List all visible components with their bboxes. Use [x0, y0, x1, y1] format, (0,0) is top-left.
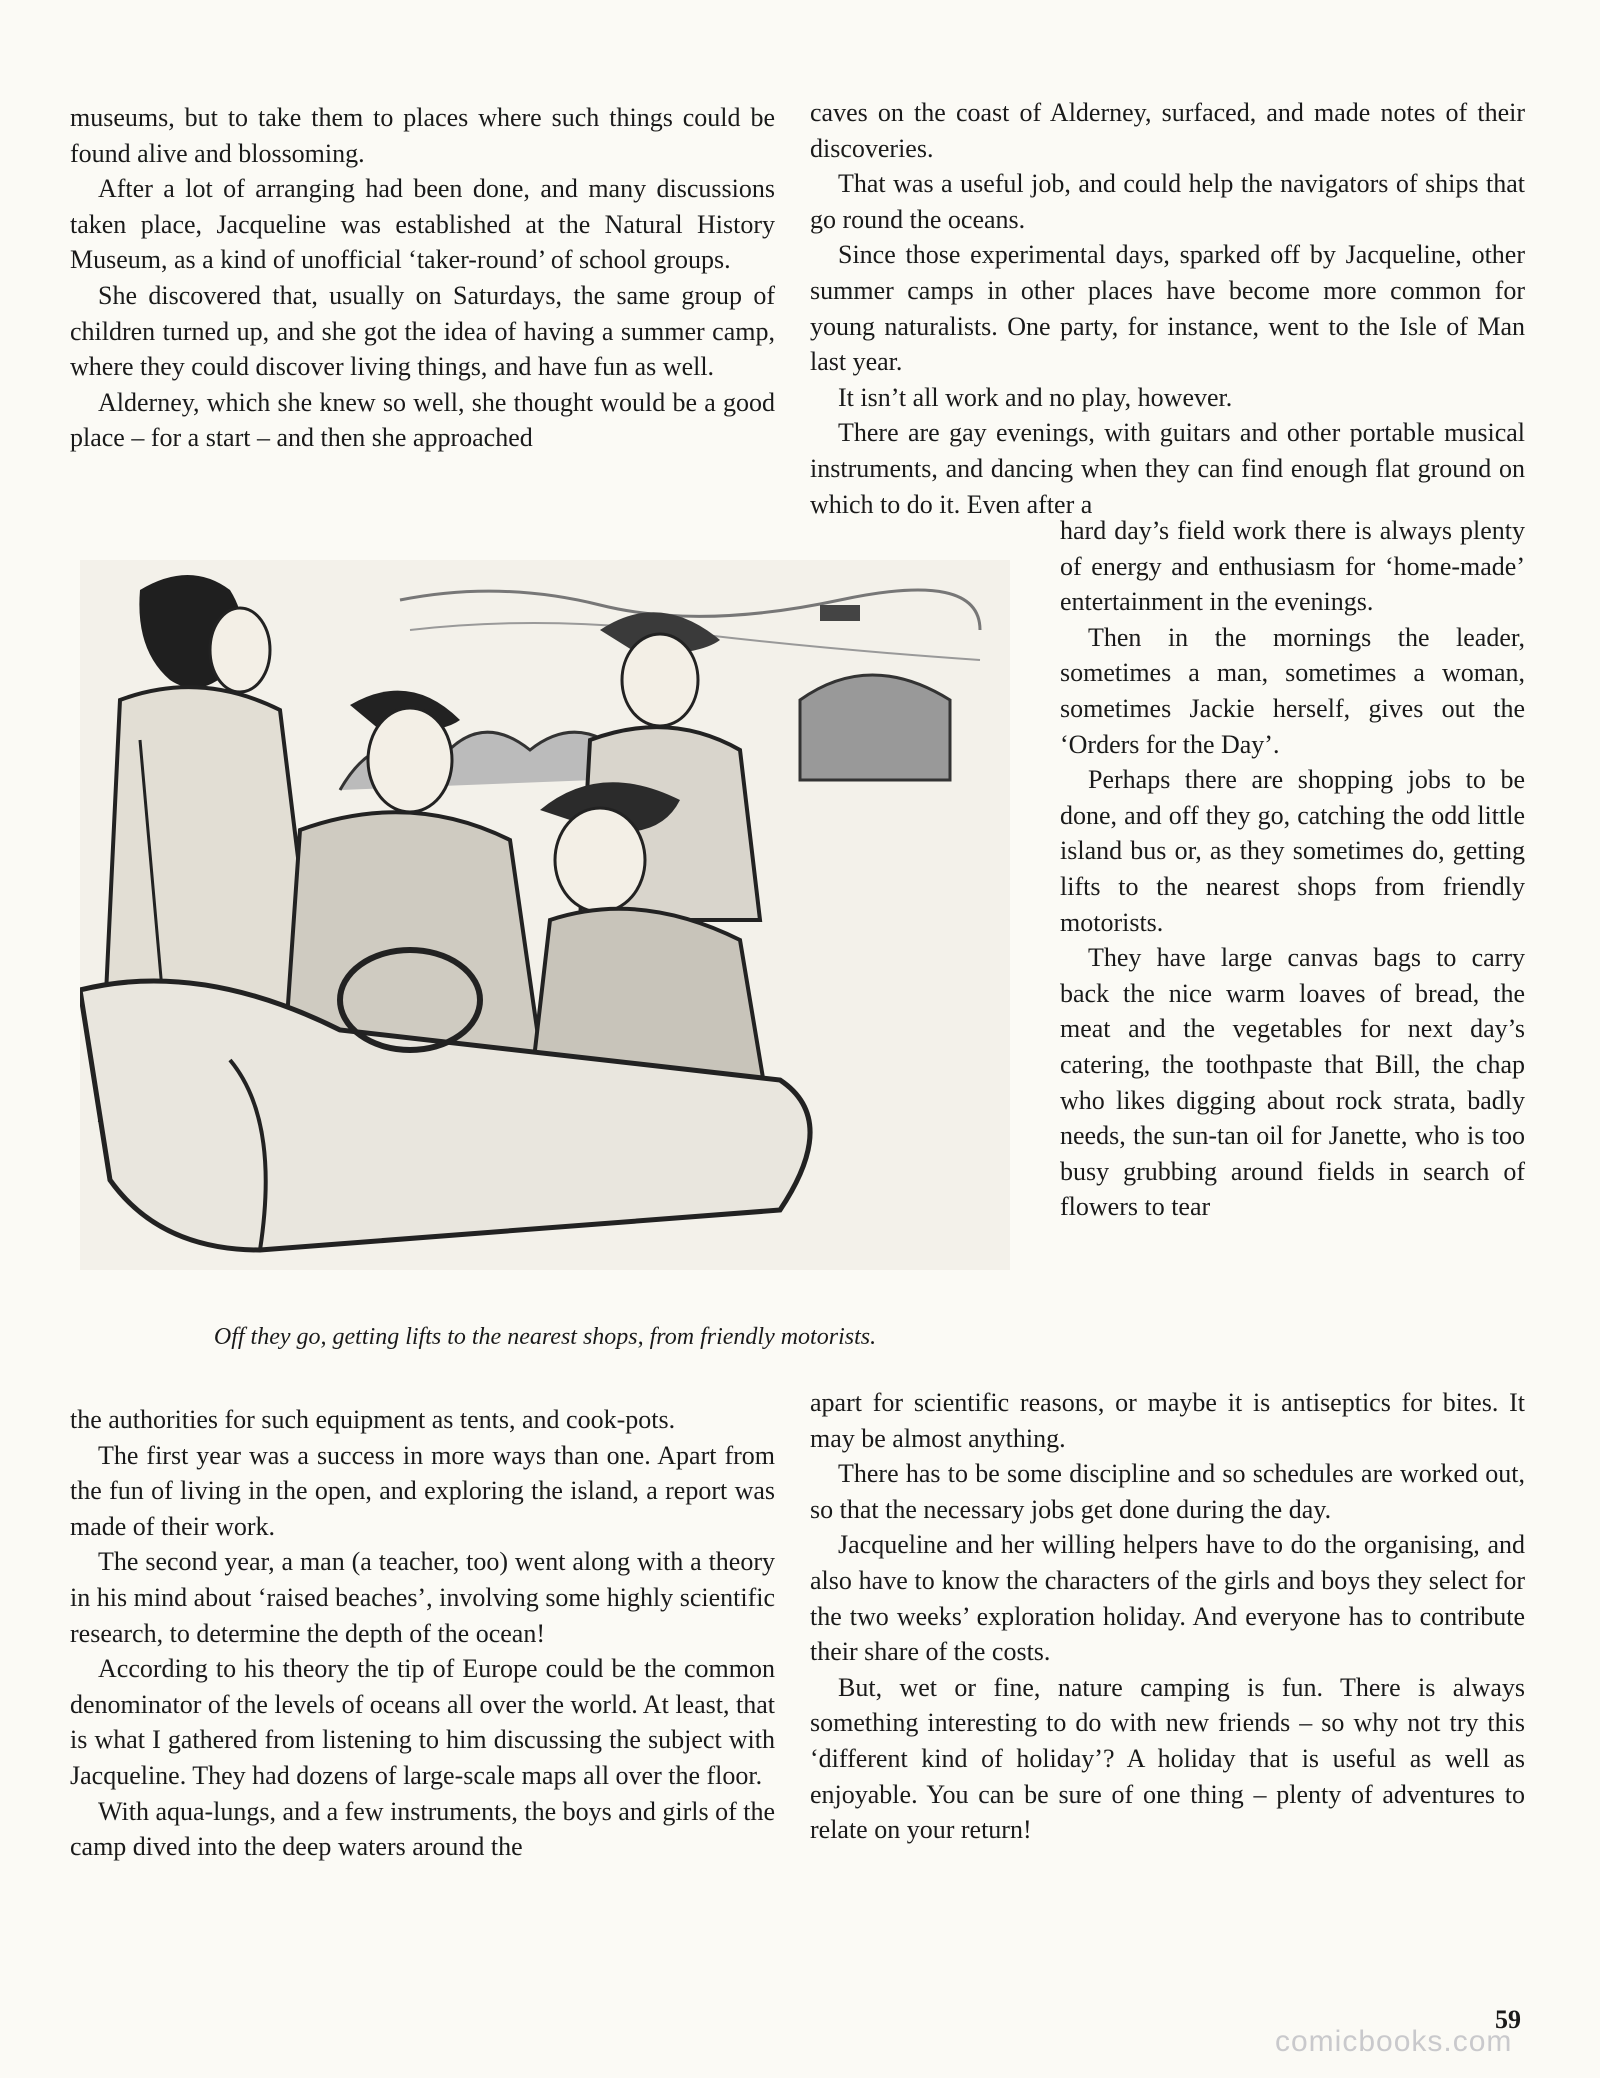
paragraph: The second year, a man (a teacher, too) went along with a theory in his mind about ‘raised beaches’, involving some highly scientific research, to determine the depth of the ocean! [70, 1547, 775, 1648]
right-column-narrow [1060, 513, 1525, 1225]
paragraph: Perhaps there are shopping jobs to be done, and off they go, catching the odd little island bus or, as they sometimes do, getting lifts to the nearest shops from friendly motorists. [1060, 765, 1525, 937]
right-column-top [810, 95, 1525, 522]
paragraph: the authorities for such equipment as tents, and cook-pots. [70, 1405, 676, 1434]
paragraph: But, wet or fine, nature camping is fun. There is always something interesting to do with new friends – so why not try this ‘different kind of holiday’? A holiday that is useful as well as enjoyable. You can be sure of one thing – plenty of adventures to relate on your return! [810, 1672, 1525, 1845]
paragraph: hard day’s field work there is always plenty of energy and enthusiasm for ‘home-made’ entertainment in the evenings. [1060, 516, 1525, 617]
paragraph: After a lot of arranging had been done, and many discussions taken place, Jacqueline was established at the Natural History Museum, as a kind of unofficial ‘taker-round’ of school groups. [70, 174, 775, 275]
paragraph: According to his theory the tip of Europe could be the common denominator of the levels of oceans all over the world. At least, that is what I gathered from listening to him discussing the subject with Jacqueline. They had dozens of large-scale maps all over the floor. [70, 1654, 775, 1790]
illustration-car-ride [80, 560, 1010, 1270]
paragraph: The first year was a success in more ways than one. Apart from the fun of living in the open, and exploring the island, a report was made of their work. [70, 1440, 775, 1541]
paragraph: Jacqueline and her willing helpers have to do the organising, and also have to know the characters of the girls and boys they select for the two weeks’ exploration holiday. And everyone has to contribute their share of the costs. [810, 1530, 1525, 1667]
illustration-drawing [80, 560, 1010, 1270]
paragraph: Since those experimental days, sparked off by Jacqueline, other summer camps in other places have become more common for young naturalists. One party, for instance, went to the Isle of Man last year. [810, 240, 1525, 377]
left-column-bottom [70, 1402, 775, 1865]
paragraph: That was a useful job, and could help the navigators of ships that go round the oceans. [810, 169, 1525, 234]
paragraph: apart for scientific reasons, or maybe it is antiseptics for bites. It may be almost anything. [810, 1388, 1525, 1453]
left-column-top [70, 100, 775, 456]
right-column-bottom [810, 1385, 1525, 1848]
page-number: 59 [1495, 2005, 1521, 2034]
illustration-caption: Off they go, getting lifts to the nearest shops, from friendly motorists. [213, 1324, 877, 1350]
paragraph: Then in the mornings the leader, sometimes a man, sometimes a woman, sometimes Jackie herself, gives out the ‘Orders for the Day’. [1060, 622, 1525, 759]
paragraph: There are gay evenings, with guitars and other portable musical instruments, and dancing when they can find enough flat ground on which to do it. Even after a [810, 418, 1525, 519]
paragraph: Alderney, which she knew so well, she thought would be a good place – for a start – and then she approached [70, 387, 775, 453]
paragraph: With aqua-lungs, and a few instruments, the boys and girls of the camp dived into the deep waters around the [70, 1796, 775, 1862]
paragraph: museums, but to take them to places where such things could be found alive and blossoming. [70, 103, 775, 168]
paragraph: There has to be some discipline and so schedules are worked out, so that the necessary jobs get done during the day. [810, 1459, 1525, 1524]
paragraph: caves on the coast of Alderney, surfaced, and made notes of their discoveries. [810, 98, 1525, 163]
paragraph: She discovered that, usually on Saturdays, the same group of children turned up, and she got the idea of having a summer camp, where they could discover living things, and have fun as well. [70, 280, 775, 382]
paragraph: They have large canvas bags to carry back the nice warm loaves of bread, the meat and the vegetables for next day’s catering, the toothpaste that Bill, the chap who likes digging about rock strata, badly needs, the sun-tan oil for Janette, who is too busy grubbing around fields in search of flowers to tear [1060, 943, 1525, 1222]
paragraph: It isn’t all work and no play, however. [838, 382, 1233, 412]
watermark: comicbooks.com [1275, 2025, 1513, 2058]
